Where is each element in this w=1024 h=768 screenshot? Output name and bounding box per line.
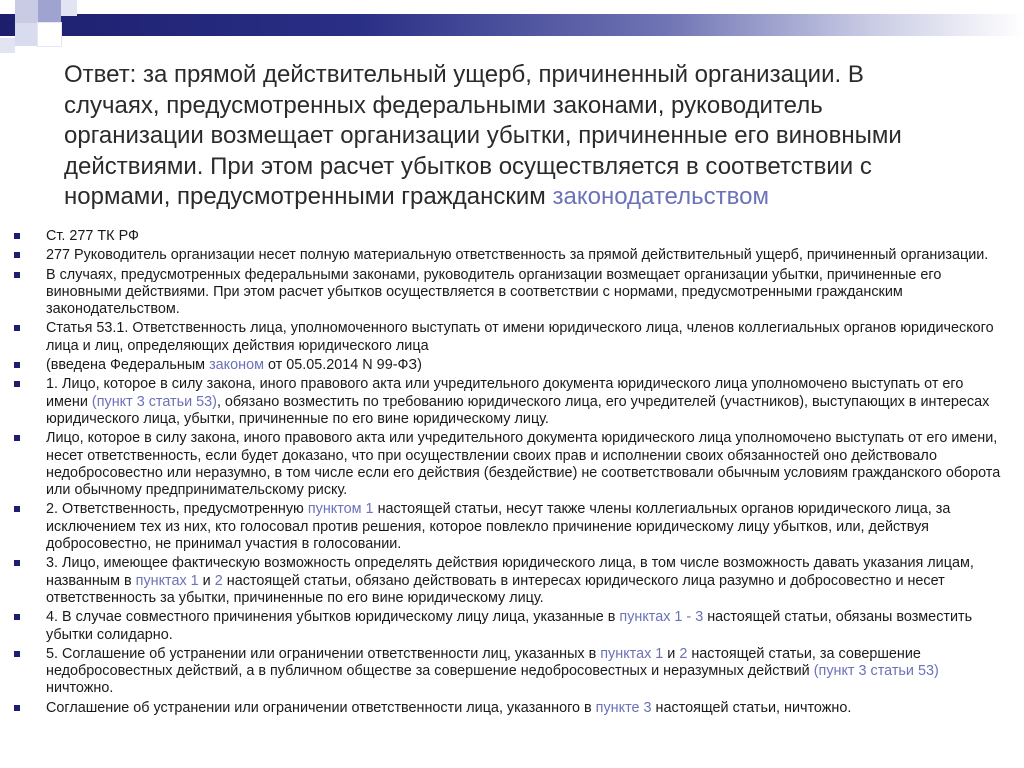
- list-item-text: Ст. 277 ТК РФ: [46, 228, 139, 244]
- list-item-text: ничтожно.: [46, 680, 114, 697]
- square-bullet-icon: [14, 362, 20, 368]
- list-item-text: В случаях, предусмотренных федеральными законами, руководитель организации возмещает организации убытки, причиненные его виновными действиями. При этом расчет убытков осуществляется в соответствии с нормами, предусмотренными гражданским законодательством.: [46, 266, 942, 318]
- list-item-text: 4. В случае совместного причинения убытков юридическому лицу лица, указанные в: [46, 609, 620, 626]
- reference-link[interactable]: (пункт 3 статьи 53): [813, 663, 939, 680]
- square-bullet-icon: [14, 705, 20, 711]
- square-bullet-icon: [14, 614, 20, 620]
- list-item-text: 2. Ответственность, предусмотренную: [46, 501, 308, 518]
- reference-link[interactable]: 2: [679, 645, 688, 662]
- square-bullet-icon: [14, 506, 20, 512]
- article-list: [14, 228, 1004, 719]
- answer-text: Ответ: за прямой действительный ущерб, причиненный организации. В случаях, предусмотренных федеральными законами, руководитель организации возмещает организации убытки, причиненные его виновными действиями. При этом расчет убытков осуществляется в соответствии с нормами, предусмотренными гражданским: [64, 61, 902, 210]
- list-item: [14, 247, 1004, 264]
- list-item-text: 3. Лицо, имеющее фактическую возможность определять действия юридического лица, в том числе возможность давать указания лицам, названным в: [46, 555, 974, 589]
- list-item: [14, 555, 1004, 607]
- list-item-text: настоящей статьи, обязаны возместить убытки солидарно.: [46, 609, 973, 643]
- square-bullet-icon: [14, 325, 20, 331]
- square-bullet-icon: [14, 435, 20, 441]
- answer-link-text[interactable]: законодательством: [552, 183, 769, 210]
- square-bullet-icon: [14, 233, 20, 239]
- list-item: [14, 646, 1004, 698]
- square-bullet-icon: [14, 651, 20, 657]
- list-item: [14, 609, 1004, 644]
- list-item-text: Соглашение об устранении или ограничении ответственности лица, указанного в: [46, 699, 596, 716]
- square-bullet-icon: [14, 272, 20, 278]
- header-gradient-bar: [0, 14, 1024, 36]
- list-item: [14, 501, 1004, 553]
- list-item-text: 277 Руководитель организации несет полную материальную ответственность за прямой действительный ущерб, причиненный организации.: [46, 247, 989, 264]
- list-item: [14, 430, 1004, 499]
- decor-square: [15, 0, 38, 23]
- decor-square: [38, 0, 61, 23]
- list-item-text: и: [198, 572, 215, 589]
- decor-square: [61, 0, 77, 16]
- list-item: [14, 700, 1004, 717]
- list-item-text: 5. Соглашение об устранении или ограничении ответственности лиц, указанных в: [46, 645, 601, 662]
- list-item-text: настоящей статьи, несут также члены коллегиальных органов юридического лица, за исключением тех из них, кто голосовал против решения, которое повлекло причинение юридическому лицу убытков, или, действуя добросовестно, не принимал участия в голосовании.: [46, 501, 951, 553]
- square-bullet-icon: [14, 560, 20, 566]
- list-item-text: Лицо, которое в силу закона, иного правового акта или учредительного документа юридического лица уполномочено выступать от его имени, несет ответственность, если будет доказано, что при осуществлении своих прав и исполнении своих обязанностей оно действовало недобросовестно или неразумно, в том числе если его действия (бездействие) не соответствовали обычным условиям гражданского оборота или обычному предпринимательскому риску.: [46, 430, 1001, 499]
- reference-link[interactable]: законом: [209, 357, 264, 374]
- list-item: [14, 228, 1004, 245]
- square-bullet-icon: [14, 252, 20, 258]
- list-item: [14, 376, 1004, 428]
- list-item-text: от 05.05.2014 N 99-ФЗ): [264, 357, 422, 374]
- reference-link[interactable]: пунктах 1: [600, 645, 664, 662]
- square-bullet-icon: [14, 381, 20, 387]
- list-item-text: настоящей статьи, за совершение недобросовестных действий, а в публичном обществе за совершение недобросовестных и неразумных действий: [46, 645, 921, 680]
- list-item-text: Статья 53.1. Ответственность лица, уполномоченного выступать от имени юридического лица, членов коллегиальных органов юридического лица и лиц, определяющих действия юридического лица: [46, 320, 994, 354]
- reference-link[interactable]: пунктах 1: [135, 572, 199, 589]
- list-item-text: и: [663, 645, 680, 662]
- list-item: [14, 357, 1004, 374]
- reference-link[interactable]: (пункт 3 статьи 53): [91, 393, 217, 410]
- list-item-text: настоящей статьи, обязано действовать в интересах юридического лица разумно и добросовестно и несет ответственность за убытки, причиненные по его вине юридическому лицу.: [46, 572, 945, 606]
- answer-paragraph: [64, 60, 964, 213]
- decor-square: [38, 23, 61, 46]
- reference-link[interactable]: пунктах 1 - 3: [619, 609, 704, 626]
- reference-link[interactable]: 2: [214, 572, 223, 589]
- reference-link[interactable]: пунктом 1: [307, 501, 374, 518]
- decor-square: [15, 23, 38, 46]
- decor-square: [0, 38, 15, 53]
- list-item-text: 1. Лицо, которое в силу закона, иного правового акта или учредительного документа юридического лица уполномочено выступать от его имени: [46, 376, 964, 410]
- reference-link[interactable]: пункте 3: [595, 699, 652, 716]
- list-item-text: , обязано возместить по требованию юридического лица, его учредителей (участников), выступающих в интересах юридического лица, убытки, причиненные по его вине юридическому лицу.: [46, 393, 990, 427]
- list-item-text: настоящей статьи, ничтожно.: [651, 699, 852, 716]
- list-item-text: (введена Федеральным: [46, 357, 210, 374]
- list-item: [14, 320, 1004, 355]
- list-item: [14, 267, 1004, 319]
